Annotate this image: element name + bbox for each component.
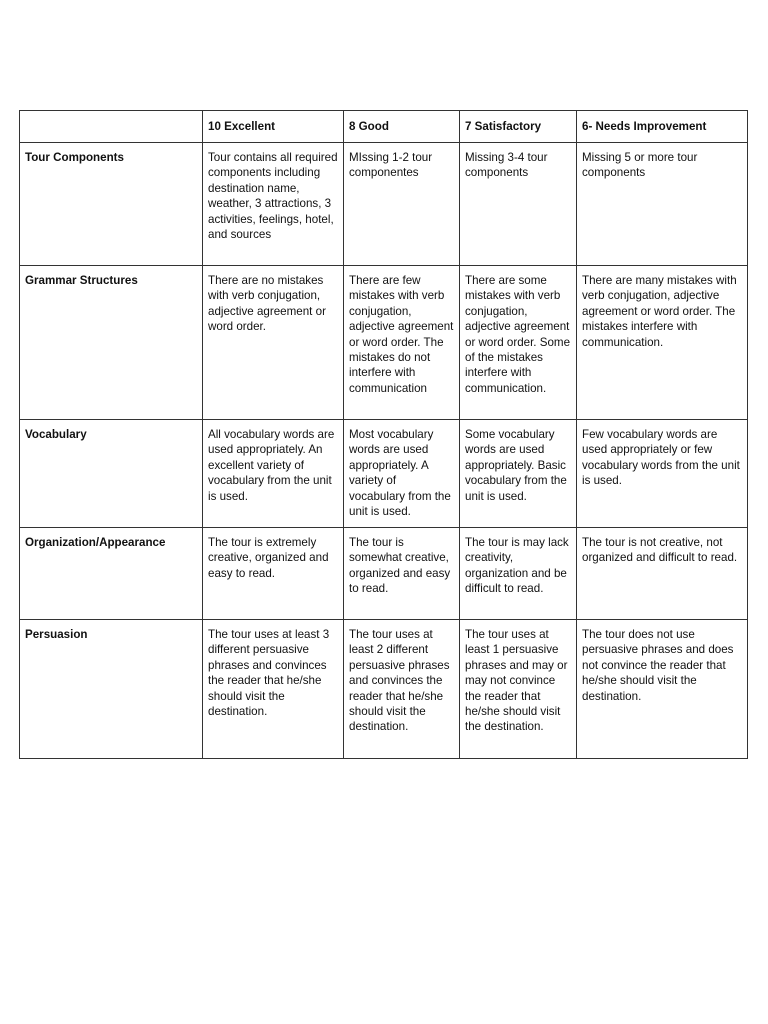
criterion-label: Vocabulary [20, 420, 203, 528]
rubric-cell: There are no mistakes with verb conjugation, adjective agreement or word order. [203, 266, 344, 420]
rubric-cell: Tour contains all required components including destination name, weather, 3 attractions, 3 activities, feelings, hotel, and sources [203, 143, 344, 266]
rubric-cell: Some vocabulary words are used appropriately. Basic vocabulary from the unit is used. [460, 420, 577, 528]
table-row [20, 420, 748, 528]
header-cell-needs-improvement: 6- Needs Improvement [577, 111, 748, 143]
criterion-label: Grammar Structures [20, 266, 203, 420]
header-cell-blank [20, 111, 203, 143]
rubric-cell: The tour is somewhat creative, organized and easy to read. [344, 528, 460, 620]
rubric-cell: Missing 3-4 tour components [460, 143, 577, 266]
criterion-label: Organization/Appearance [20, 528, 203, 620]
rubric-cell: The tour does not use persuasive phrases and does not convince the reader that he/she should visit the destination. [577, 620, 748, 759]
rubric-cell: The tour is not creative, not organized and difficult to read. [577, 528, 748, 620]
table-row [20, 266, 748, 420]
rubric-cell: The tour uses at least 3 different persuasive phrases and convinces the reader that he/she should visit the destination. [203, 620, 344, 759]
table-row [20, 528, 748, 620]
rubric-cell: There are few mistakes with verb conjugation, adjective agreement or word order. The mistakes do not interfere with communication [344, 266, 460, 420]
table-row [20, 143, 748, 266]
table-row [20, 620, 748, 759]
header-cell-satisfactory: 7 Satisfactory [460, 111, 577, 143]
rubric-cell: All vocabulary words are used appropriately. An excellent variety of vocabulary from the unit is used. [203, 420, 344, 528]
rubric-cell: The tour is extremely creative, organized and easy to read. [203, 528, 344, 620]
rubric-cell: Few vocabulary words are used appropriately or few vocabulary words from the unit is used. [577, 420, 748, 528]
rubric-cell: MIssing 1-2 tour componentes [344, 143, 460, 266]
criterion-label: Persuasion [20, 620, 203, 759]
header-cell-excellent: 10 Excellent [203, 111, 344, 143]
rubric-cell: There are many mistakes with verb conjugation, adjective agreement or word order. The mistakes interfere with communication. [577, 266, 748, 420]
rubric-cell: Missing 5 or more tour components [577, 143, 748, 266]
criterion-label: Tour Components [20, 143, 203, 266]
header-cell-good: 8 Good [344, 111, 460, 143]
header-row [20, 111, 748, 143]
rubric-cell: The tour uses at least 1 persuasive phrases and may or may not convince the reader that he/she should visit the destination. [460, 620, 577, 759]
rubric-cell: The tour is may lack creativity, organization and be difficult to read. [460, 528, 577, 620]
rubric-table [19, 110, 748, 759]
rubric-cell: Most vocabulary words are used appropriately. A variety of vocabulary from the unit is used. [344, 420, 460, 528]
rubric-cell: The tour uses at least 2 different persuasive phrases and convinces the reader that he/she should visit the destination. [344, 620, 460, 759]
rubric-cell: There are some mistakes with verb conjugation, adjective agreement or word order. Some of the mistakes interfere with communication. [460, 266, 577, 420]
